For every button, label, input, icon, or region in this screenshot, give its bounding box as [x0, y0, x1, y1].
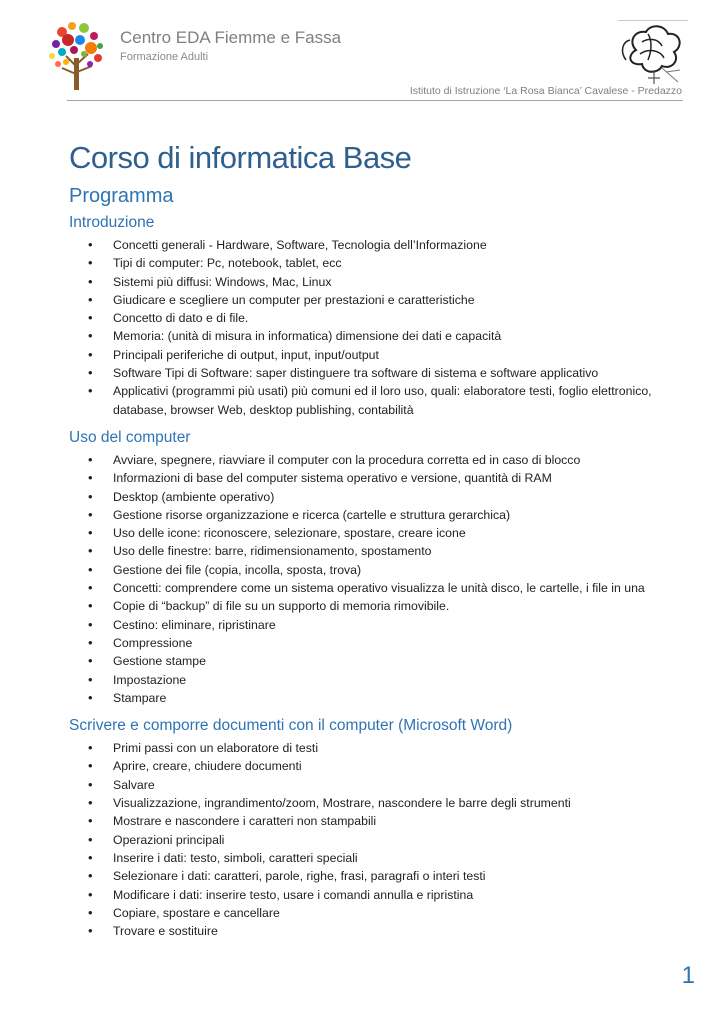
list-item: • Informazioni di base del computer sistema operativo e versione, quantità di RAM: [69, 469, 669, 487]
list-item: • Cestino: eliminare, ripristinare: [69, 616, 669, 634]
list-item: • Desktop (ambiente operativo): [69, 488, 669, 506]
list-item: • Compressione: [69, 634, 669, 652]
list-item: • Sistemi più diffusi: Windows, Mac, Linux: [69, 273, 669, 291]
list-item: • Stampare: [69, 689, 669, 707]
list-item: • Software Tipi di Software: saper distinguere tra software di sistema e software applicativo: [69, 364, 669, 382]
list-item: • Impostazione: [69, 671, 669, 689]
institute-name: Istituto di Istruzione ‘La Rosa Bianca’ Cavalese - Predazzo: [409, 85, 682, 97]
document-body: [69, 138, 669, 940]
list-item: • Applicativi (programmi più usati) più comuni ed il loro uso, quali: elaboratore testi, foglio elettronico, database, browser Web, desktop publishing, contabilità: [69, 382, 669, 419]
section-heading: Introduzione: [69, 214, 155, 231]
document-subtitle: Programma: [69, 185, 174, 207]
tree-logo-icon: [44, 18, 110, 92]
list-item: • Concetti generali - Hardware, Software, Tecnologia dell’Informazione: [69, 236, 669, 254]
bullet-list: [69, 236, 669, 419]
list-item: • Principali periferiche di output, input, input/output: [69, 346, 669, 364]
rose-logo-icon: [618, 20, 688, 86]
list-item: • Uso delle finestre: barre, ridimensionamento, spostamento: [69, 542, 669, 560]
program-sections: [69, 212, 669, 940]
list-item: • Gestione dei file (copia, incolla, sposta, trova): [69, 561, 669, 579]
list-item: • Selezionare i dati: caratteri, parole, righe, frasi, paragrafi o interi testi: [69, 867, 669, 885]
list-item: • Trovare e sostituire: [69, 922, 669, 940]
header-divider: [67, 100, 683, 101]
list-item: • Tipi di computer: Pc, notebook, tablet, ecc: [69, 254, 669, 272]
list-item: • Copie di “backup” di file su un supporto di memoria rimovibile.: [69, 597, 669, 615]
page-number: 1: [681, 962, 695, 989]
list-item: • Mostrare e nascondere i caratteri non stampabili: [69, 812, 669, 830]
page-header: [0, 0, 725, 105]
list-item: • Gestione stampe: [69, 652, 669, 670]
list-item: • Salvare: [69, 776, 669, 794]
list-item: • Concetto di dato e di file.: [69, 309, 669, 327]
list-item: • Modificare i dati: inserire testo, usare i comandi annulla e ripristina: [69, 886, 669, 904]
list-item: • Visualizzazione, ingrandimento/zoom, Mostrare, nascondere le barre degli strumenti: [69, 794, 669, 812]
bullet-list: [69, 739, 669, 940]
list-item: • Inserire i dati: testo, simboli, caratteri speciali: [69, 849, 669, 867]
bullet-list: [69, 451, 669, 707]
list-item: • Aprire, creare, chiudere documenti: [69, 757, 669, 775]
section-heading: Uso del computer: [69, 428, 191, 446]
list-item: • Avviare, spegnere, riavviare il computer con la procedura corretta ed in caso di blocco: [69, 451, 669, 469]
list-item: • Copiare, spostare e cancellare: [69, 904, 669, 922]
section-heading: Scrivere e comporre documenti con il computer (Microsoft Word): [69, 717, 513, 735]
organization-subtitle: Formazione Adulti: [120, 51, 209, 63]
organization-name: Centro EDA Fiemme e Fassa: [120, 28, 342, 47]
list-item: • Gestione risorse organizzazione e ricerca (cartelle e struttura gerarchica): [69, 506, 669, 524]
list-item: • Giudicare e scegliere un computer per prestazioni e caratteristiche: [69, 291, 669, 309]
list-item: • Concetti: comprendere come un sistema operativo visualizza le unità disco, le cartelle, i file in una: [69, 579, 669, 597]
list-item: • Uso delle icone: riconoscere, selezionare, spostare, creare icone: [69, 524, 669, 542]
list-item: • Memoria: (unità di misura in informatica) dimensione dei dati e capacità: [69, 327, 669, 345]
list-item: • Operazioni principali: [69, 831, 669, 849]
list-item: • Primi passi con un elaboratore di testi: [69, 739, 669, 757]
document-title: Corso di informatica Base: [69, 140, 412, 175]
